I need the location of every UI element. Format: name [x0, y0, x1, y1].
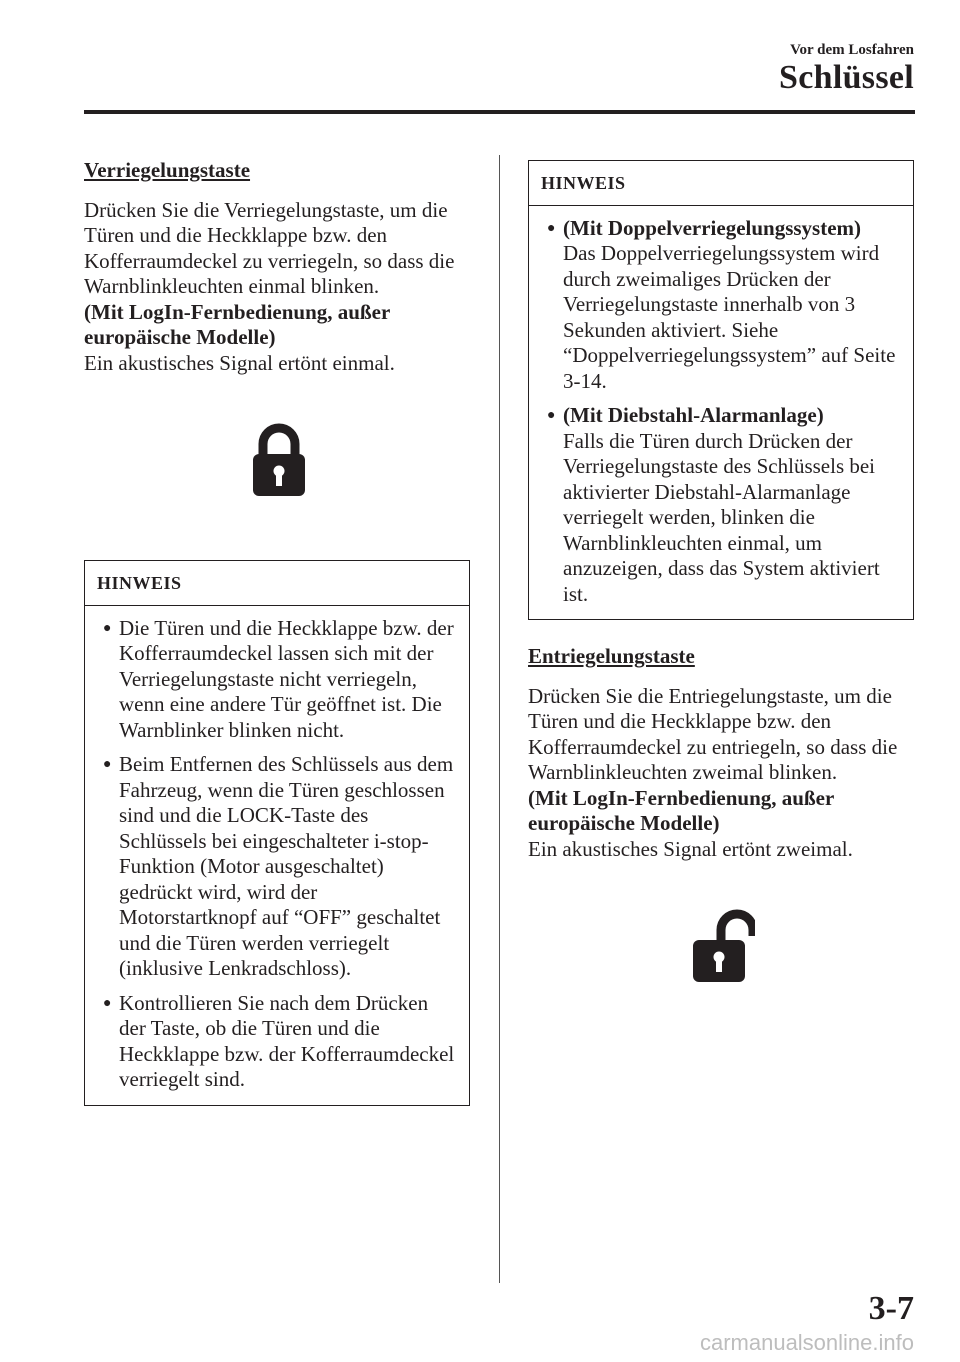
unlock-signal-text: Ein akustisches Signal ertönt zweimal.	[528, 836, 853, 861]
bullet-icon: ●	[103, 757, 112, 772]
lock-signal-text: Ein akustisches Signal ertönt einmal.	[84, 350, 395, 375]
column-divider	[499, 155, 500, 1283]
header-rule	[84, 110, 915, 114]
left-column	[84, 158, 474, 1106]
page-number: 3-7	[868, 1290, 914, 1327]
note-box-right	[528, 160, 914, 620]
note-title: HINWEIS	[85, 561, 469, 606]
bullet-icon: ●	[547, 408, 556, 423]
unlock-description: Drücken Sie die Entriegelungstaste, um die Türen und die Heckklappe bzw. den Kofferraumdeckel zu entriegeln, so dass die Warnblinkleuchten zweimal blinken.	[528, 683, 898, 784]
list-item: ● (Mit Doppelverriegelungssystem) Das Doppelverriegelungssystem wird durch zweimaliges Drücken der Verriegelungstaste innerhalb von 3 Sekunden aktiviert. Siehe “Doppelverriegelungssystem” auf Seite 3-14.	[539, 216, 903, 395]
lock-condition: (Mit LogIn-Fernbedienung, außer europäische Modelle)	[84, 299, 390, 349]
right-column	[528, 160, 918, 988]
lock-open-icon	[691, 908, 755, 988]
page-title: Schlüssel	[779, 59, 914, 96]
lock-description: Drücken Sie die Verriegelungstaste, um die Türen und die Heckklappe bzw. den Kofferraumdeckel zu verriegeln, so dass die Warnblinkleuchten einmal blinken.	[84, 197, 455, 298]
lock-icon-container	[84, 422, 474, 502]
header-section-label: Vor dem Losfahren	[790, 42, 914, 58]
list-item: ● Beim Entfernen des Schlüssels aus dem Fahrzeug, wenn die Türen geschlossen sind und die LOCK-Taste des Schlüssels bei eingeschalteter i-stop-Funktion (Motor ausgeschaltet) gedrückt wird, wird der Motorstartknopf auf “OFF” geschaltet und die Türen werden verriegelt (inklusive Lenkradschloss).	[95, 752, 459, 982]
bullet-icon: ●	[547, 220, 556, 236]
note-title: HINWEIS	[529, 161, 913, 206]
list-item: ● Die Türen und die Heckklappe bzw. der Kofferraumdeckel lassen sich mit der Verriegelungstaste nicht verriegeln, wenn eine andere Tür geöffnet ist. Die Warnblinker blinken nicht.	[95, 616, 459, 744]
list-item: ● Kontrollieren Sie nach dem Drücken der Taste, ob die Türen und die Heckklappe bzw. der Kofferraumdeckel verriegelt sind.	[95, 991, 459, 1093]
bullet-icon: ●	[103, 620, 112, 636]
bullet-icon: ●	[103, 995, 112, 1011]
watermark: carmanualsonline.info	[699, 1330, 914, 1355]
note-box-left	[84, 560, 470, 1106]
unlock-button-heading: Entriegelungstaste	[528, 644, 695, 668]
lock-button-heading: Verriegelungstaste	[84, 158, 251, 182]
list-item: ● (Mit Diebstahl-Alarmanlage) Falls die Türen durch Drücken der Verriegelungstaste des Schlüssels bei aktivierter Diebstahl-Alarmanlage verriegelt werden, blinken die Warnblinkleuchten einmal, um anzuzeigen, dass das System aktiviert ist.	[539, 403, 903, 607]
lock-closed-icon	[249, 422, 309, 502]
unlock-condition: (Mit LogIn-Fernbedienung, außer europäische Modelle)	[528, 785, 834, 835]
unlock-icon-container	[528, 908, 918, 988]
